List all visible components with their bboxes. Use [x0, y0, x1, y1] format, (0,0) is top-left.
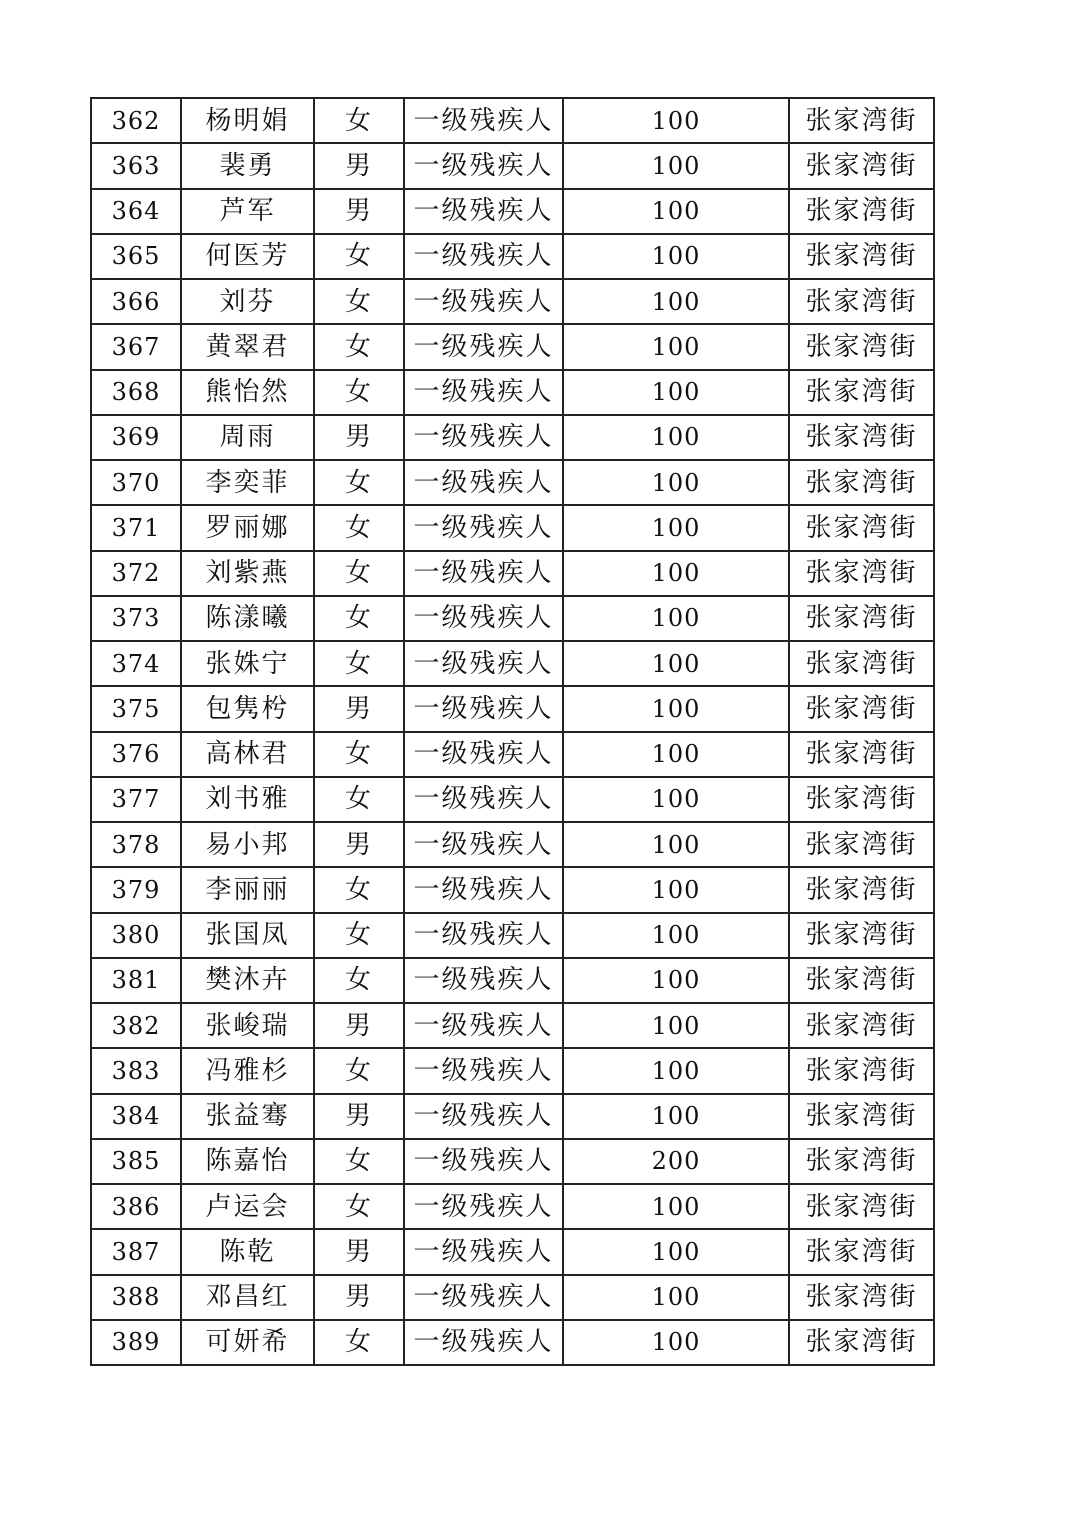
- disability-level-cell: 一级残疾人: [404, 1139, 563, 1184]
- name-cell: 李丽丽: [181, 867, 314, 912]
- serial-number-cell: 362: [91, 98, 181, 143]
- disability-level-cell: 一级残疾人: [404, 686, 563, 731]
- gender-cell: 男: [314, 189, 404, 234]
- disability-level-cell: 一级残疾人: [404, 1184, 563, 1229]
- gender-cell: 男: [314, 822, 404, 867]
- amount-cell: 100: [563, 686, 789, 731]
- amount-cell: 100: [563, 143, 789, 188]
- disability-level-cell: 一级残疾人: [404, 505, 563, 550]
- street-cell: 张家湾街: [789, 460, 934, 505]
- table-row: [91, 822, 934, 867]
- gender-cell: 男: [314, 143, 404, 188]
- amount-cell: 100: [563, 1003, 789, 1048]
- street-cell: 张家湾街: [789, 279, 934, 324]
- name-cell: 张峻瑞: [181, 1003, 314, 1048]
- gender-cell: 女: [314, 1184, 404, 1229]
- disability-level-cell: 一级残疾人: [404, 958, 563, 1003]
- amount-cell: 100: [563, 596, 789, 641]
- name-cell: 黄翠君: [181, 324, 314, 369]
- street-cell: 张家湾街: [789, 234, 934, 279]
- name-cell: 何医芳: [181, 234, 314, 279]
- name-cell: 樊沐卉: [181, 958, 314, 1003]
- disability-level-cell: 一级残疾人: [404, 1003, 563, 1048]
- gender-cell: 男: [314, 1229, 404, 1274]
- serial-number-cell: 385: [91, 1139, 181, 1184]
- amount-cell: 100: [563, 958, 789, 1003]
- disability-level-cell: 一级残疾人: [404, 370, 563, 415]
- gender-cell: 女: [314, 1048, 404, 1093]
- gender-cell: 男: [314, 1003, 404, 1048]
- name-cell: 可妍希: [181, 1320, 314, 1365]
- serial-number-cell: 369: [91, 415, 181, 460]
- gender-cell: 女: [314, 732, 404, 777]
- amount-cell: 100: [563, 1094, 789, 1139]
- table-row: [91, 1320, 934, 1365]
- gender-cell: 女: [314, 551, 404, 596]
- gender-cell: 女: [314, 234, 404, 279]
- street-cell: 张家湾街: [789, 551, 934, 596]
- name-cell: 张姝宁: [181, 641, 314, 686]
- street-cell: 张家湾街: [789, 596, 934, 641]
- table-row: [91, 958, 934, 1003]
- serial-number-cell: 373: [91, 596, 181, 641]
- table-row: [91, 641, 934, 686]
- street-cell: 张家湾街: [789, 1048, 934, 1093]
- disability-level-cell: 一级残疾人: [404, 641, 563, 686]
- gender-cell: 女: [314, 596, 404, 641]
- table-row: [91, 98, 934, 143]
- table-row: [91, 279, 934, 324]
- disability-level-cell: 一级残疾人: [404, 596, 563, 641]
- name-cell: 杨明娟: [181, 98, 314, 143]
- table-row: [91, 777, 934, 822]
- amount-cell: 100: [563, 551, 789, 596]
- amount-cell: 100: [563, 867, 789, 912]
- serial-number-cell: 383: [91, 1048, 181, 1093]
- serial-number-cell: 388: [91, 1275, 181, 1320]
- name-cell: 刘书雅: [181, 777, 314, 822]
- disability-level-cell: 一级残疾人: [404, 777, 563, 822]
- disability-level-cell: 一级残疾人: [404, 324, 563, 369]
- amount-cell: 100: [563, 1320, 789, 1365]
- disability-level-cell: 一级残疾人: [404, 279, 563, 324]
- table-row: [91, 370, 934, 415]
- gender-cell: 女: [314, 1139, 404, 1184]
- table-row: [91, 415, 934, 460]
- table-row: [91, 1048, 934, 1093]
- amount-cell: 100: [563, 641, 789, 686]
- amount-cell: 100: [563, 324, 789, 369]
- serial-number-cell: 372: [91, 551, 181, 596]
- gender-cell: 女: [314, 958, 404, 1003]
- serial-number-cell: 374: [91, 641, 181, 686]
- serial-number-cell: 370: [91, 460, 181, 505]
- serial-number-cell: 366: [91, 279, 181, 324]
- amount-cell: 100: [563, 1184, 789, 1229]
- street-cell: 张家湾街: [789, 641, 934, 686]
- name-cell: 张益骞: [181, 1094, 314, 1139]
- street-cell: 张家湾街: [789, 189, 934, 234]
- gender-cell: 女: [314, 641, 404, 686]
- name-cell: 易小邦: [181, 822, 314, 867]
- serial-number-cell: 365: [91, 234, 181, 279]
- disability-level-cell: 一级残疾人: [404, 732, 563, 777]
- amount-cell: 100: [563, 505, 789, 550]
- serial-number-cell: 377: [91, 777, 181, 822]
- name-cell: 卢运会: [181, 1184, 314, 1229]
- gender-cell: 女: [314, 98, 404, 143]
- street-cell: 张家湾街: [789, 867, 934, 912]
- name-cell: 刘芬: [181, 279, 314, 324]
- serial-number-cell: 380: [91, 913, 181, 958]
- street-cell: 张家湾街: [789, 1275, 934, 1320]
- name-cell: 熊怡然: [181, 370, 314, 415]
- table-row: [91, 1275, 934, 1320]
- table-row: [91, 460, 934, 505]
- street-cell: 张家湾街: [789, 913, 934, 958]
- amount-cell: 100: [563, 460, 789, 505]
- name-cell: 刘紫燕: [181, 551, 314, 596]
- amount-cell: 100: [563, 1048, 789, 1093]
- gender-cell: 女: [314, 324, 404, 369]
- amount-cell: 100: [563, 732, 789, 777]
- gender-cell: 女: [314, 867, 404, 912]
- street-cell: 张家湾街: [789, 505, 934, 550]
- gender-cell: 男: [314, 686, 404, 731]
- table-row: [91, 913, 934, 958]
- serial-number-cell: 364: [91, 189, 181, 234]
- table-row: [91, 596, 934, 641]
- disability-level-cell: 一级残疾人: [404, 460, 563, 505]
- street-cell: 张家湾街: [789, 370, 934, 415]
- disability-level-cell: 一级残疾人: [404, 1320, 563, 1365]
- disability-level-cell: 一级残疾人: [404, 98, 563, 143]
- amount-cell: 100: [563, 98, 789, 143]
- amount-cell: 100: [563, 189, 789, 234]
- amount-cell: 100: [563, 822, 789, 867]
- disability-level-cell: 一级残疾人: [404, 1275, 563, 1320]
- name-cell: 裴勇: [181, 143, 314, 188]
- disability-level-cell: 一级残疾人: [404, 415, 563, 460]
- amount-cell: 100: [563, 234, 789, 279]
- serial-number-cell: 381: [91, 958, 181, 1003]
- street-cell: 张家湾街: [789, 415, 934, 460]
- name-cell: 张国凤: [181, 913, 314, 958]
- amount-cell: 100: [563, 370, 789, 415]
- street-cell: 张家湾街: [789, 1184, 934, 1229]
- amount-cell: 100: [563, 913, 789, 958]
- street-cell: 张家湾街: [789, 732, 934, 777]
- name-cell: 李奕菲: [181, 460, 314, 505]
- disability-level-cell: 一级残疾人: [404, 913, 563, 958]
- disability-level-cell: 一级残疾人: [404, 1229, 563, 1274]
- name-cell: 陈漾曦: [181, 596, 314, 641]
- street-cell: 张家湾街: [789, 324, 934, 369]
- name-cell: 罗丽娜: [181, 505, 314, 550]
- name-cell: 邓昌红: [181, 1275, 314, 1320]
- disability-level-cell: 一级残疾人: [404, 867, 563, 912]
- table-row: [91, 867, 934, 912]
- amount-cell: 100: [563, 1229, 789, 1274]
- amount-cell: 100: [563, 777, 789, 822]
- serial-number-cell: 376: [91, 732, 181, 777]
- name-cell: 包隽枍: [181, 686, 314, 731]
- gender-cell: 男: [314, 1094, 404, 1139]
- serial-number-cell: 389: [91, 1320, 181, 1365]
- table-row: [91, 551, 934, 596]
- amount-cell: 100: [563, 279, 789, 324]
- table-row: [91, 143, 934, 188]
- table-row: [91, 1003, 934, 1048]
- name-cell: 陈嘉怡: [181, 1139, 314, 1184]
- disability-level-cell: 一级残疾人: [404, 1048, 563, 1093]
- serial-number-cell: 371: [91, 505, 181, 550]
- disability-level-cell: 一级残疾人: [404, 1094, 563, 1139]
- street-cell: 张家湾街: [789, 1003, 934, 1048]
- street-cell: 张家湾街: [789, 686, 934, 731]
- serial-number-cell: 367: [91, 324, 181, 369]
- disability-level-cell: 一级残疾人: [404, 822, 563, 867]
- gender-cell: 女: [314, 777, 404, 822]
- street-cell: 张家湾街: [789, 98, 934, 143]
- table-row: [91, 1229, 934, 1274]
- serial-number-cell: 375: [91, 686, 181, 731]
- serial-number-cell: 363: [91, 143, 181, 188]
- disability-level-cell: 一级残疾人: [404, 234, 563, 279]
- table-row: [91, 505, 934, 550]
- table-row: [91, 234, 934, 279]
- gender-cell: 女: [314, 505, 404, 550]
- street-cell: 张家湾街: [789, 1139, 934, 1184]
- name-cell: 芦军: [181, 189, 314, 234]
- gender-cell: 男: [314, 415, 404, 460]
- table-row: [91, 324, 934, 369]
- serial-number-cell: 378: [91, 822, 181, 867]
- table-row: [91, 1184, 934, 1229]
- street-cell: 张家湾街: [789, 1229, 934, 1274]
- street-cell: 张家湾街: [789, 1094, 934, 1139]
- amount-cell: 100: [563, 1275, 789, 1320]
- disability-level-cell: 一级残疾人: [404, 189, 563, 234]
- disability-level-cell: 一级残疾人: [404, 143, 563, 188]
- gender-cell: 男: [314, 1275, 404, 1320]
- gender-cell: 女: [314, 279, 404, 324]
- serial-number-cell: 368: [91, 370, 181, 415]
- gender-cell: 女: [314, 1320, 404, 1365]
- name-cell: 冯雅杉: [181, 1048, 314, 1093]
- table-row: [91, 686, 934, 731]
- street-cell: 张家湾街: [789, 143, 934, 188]
- amount-cell: 200: [563, 1139, 789, 1184]
- name-cell: 周雨: [181, 415, 314, 460]
- serial-number-cell: 386: [91, 1184, 181, 1229]
- table-row: [91, 732, 934, 777]
- serial-number-cell: 382: [91, 1003, 181, 1048]
- gender-cell: 女: [314, 460, 404, 505]
- street-cell: 张家湾街: [789, 958, 934, 1003]
- serial-number-cell: 387: [91, 1229, 181, 1274]
- table-row: [91, 1139, 934, 1184]
- street-cell: 张家湾街: [789, 822, 934, 867]
- recipient-table: [90, 97, 935, 1366]
- amount-cell: 100: [563, 415, 789, 460]
- street-cell: 张家湾街: [789, 1320, 934, 1365]
- gender-cell: 女: [314, 370, 404, 415]
- gender-cell: 女: [314, 913, 404, 958]
- disability-level-cell: 一级残疾人: [404, 551, 563, 596]
- table-row: [91, 1094, 934, 1139]
- serial-number-cell: 379: [91, 867, 181, 912]
- name-cell: 陈乾: [181, 1229, 314, 1274]
- street-cell: 张家湾街: [789, 777, 934, 822]
- name-cell: 高林君: [181, 732, 314, 777]
- serial-number-cell: 384: [91, 1094, 181, 1139]
- table-body: [91, 98, 934, 1365]
- table-row: [91, 189, 934, 234]
